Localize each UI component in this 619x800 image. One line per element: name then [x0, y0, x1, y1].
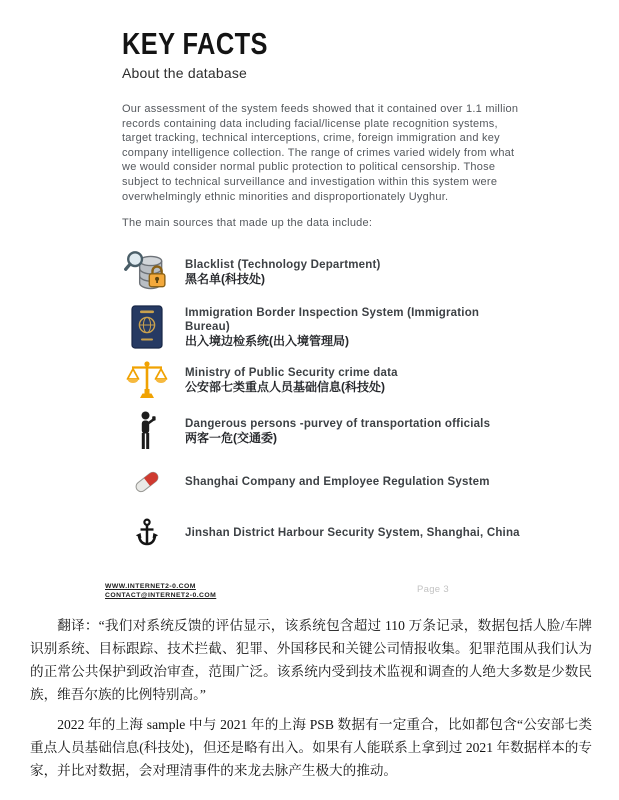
list-item — [122, 360, 520, 400]
source-title: Shanghai Company and Employee Regulation System — [185, 476, 490, 489]
list-item — [122, 462, 520, 502]
source-text — [172, 475, 490, 489]
source-subtitle: 两客一危(交通委) — [185, 430, 277, 445]
website-link[interactable]: WWW.INTERNET2-0.COM — [105, 583, 196, 590]
database-search-lock-icon — [122, 250, 172, 294]
source-title: Jinshan District Harbour Security System, Shanghai, China — [185, 527, 520, 540]
source-subtitle: 黑名单(科技处) — [185, 271, 265, 286]
source-text — [172, 366, 398, 395]
email-link[interactable]: CONTACT@INTERNET2-0.COM — [105, 592, 217, 599]
source-text — [172, 258, 381, 287]
anchor-icon — [122, 518, 172, 548]
source-title: Ministry of Public Security crime data — [185, 366, 398, 379]
source-title: Blacklist (Technology Department) — [185, 258, 381, 271]
translation-section — [30, 614, 592, 782]
translation-paragraph-1: 翻译：“我们对系统反馈的评估显示，该系统包含超过 110 万条记录，数据包括人脸/车牌识别系统、目标跟踪、技术拦截、犯罪、外国移民和关键公司情报收集。犯罪范围从我们认为的正常公共保护到政治审查，范围广泛。该系统内受到技术监视和调查的人绝大多数是少数民族，维吾尔族的比例特别高。” — [30, 618, 592, 702]
list-item — [122, 250, 520, 294]
source-subtitle: 公安部七类重点人员基础信息(科技处) — [185, 379, 385, 394]
passport-icon — [122, 305, 172, 349]
source-text — [172, 417, 490, 446]
source-text — [172, 306, 520, 349]
page-number: Page 3 — [417, 584, 449, 595]
source-title: Dangerous persons -purvey of transportation officials — [185, 417, 491, 430]
list-item — [122, 411, 520, 451]
pill-icon — [122, 469, 172, 495]
intro-paragraph: Our assessment of the system feeds showed that it contained over 1.1 million records containing data including facial/license plate recognition systems, target tracking, technical interceptions, crime, foreign immigration and key company intelligence collection. The range of crimes varied widely from what we would consider normal public protection to political censorship. Those subject to technical surveillance and investigation within this system were overwhelmingly ethnic minorities and disproportionately Uyghur. — [122, 103, 519, 203]
source-title: Immigration Border Inspection System (Immigration Bureau) — [185, 306, 480, 333]
page-subtitle: About the database — [122, 65, 248, 81]
sources-lead: The main sources that made up the data include: — [122, 217, 373, 230]
page-title: KEY FACTS — [122, 26, 268, 61]
footer-contact — [105, 582, 216, 600]
sources-list — [122, 250, 520, 553]
source-subtitle: 出入境边检系统(出入境管理局) — [185, 333, 349, 348]
person-icon — [122, 411, 172, 451]
list-item — [122, 513, 520, 553]
list-item — [122, 305, 520, 349]
source-text — [172, 526, 520, 540]
scales-of-justice-icon — [122, 360, 172, 400]
translation-paragraph-2: 2022 年的上海 sample 中与 2021 年的上海 PSB 数据有一定重合，比如都包含“公安部七类重点人员基础信息(科技处)，但还是略有出入。如果有人能联系上拿到过 2021 年数据样本的专家，并比对数据，会对理清事件的来龙去脉产生极大的推动。 — [30, 717, 592, 778]
document-body — [122, 26, 520, 564]
